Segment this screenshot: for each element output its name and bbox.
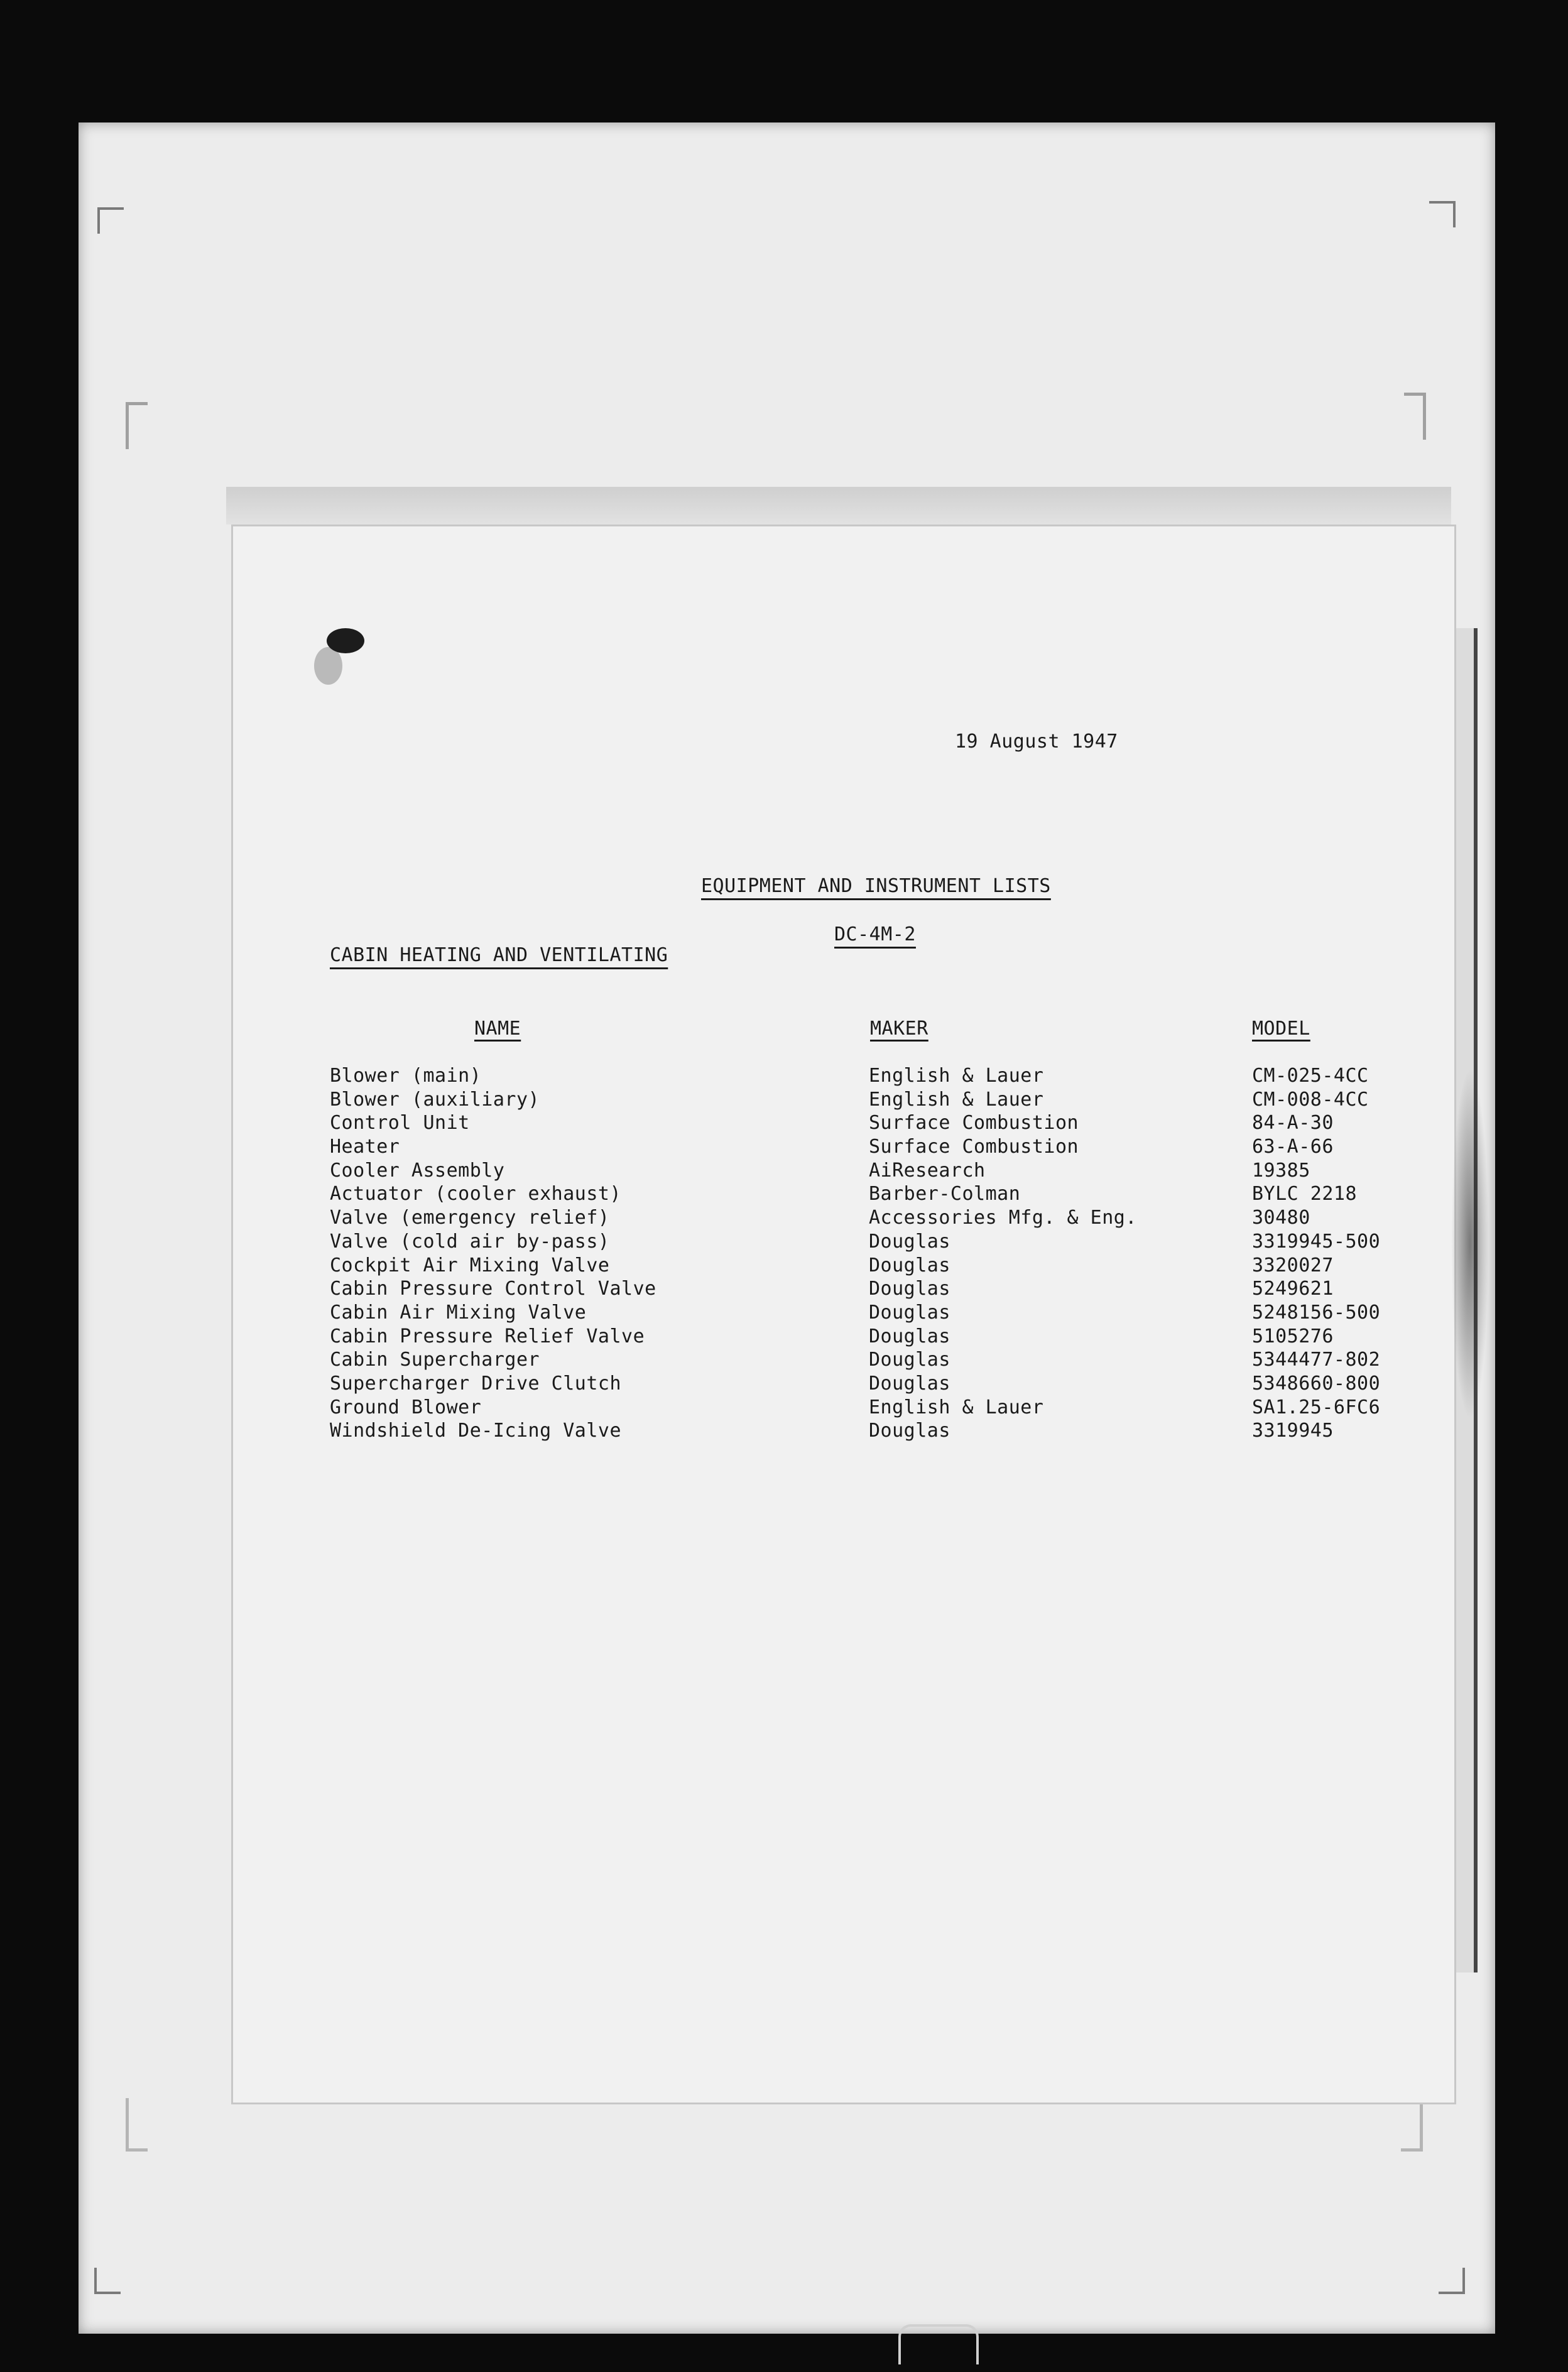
- row-model: 19385: [1252, 1159, 1310, 1182]
- equipment-table: [0, 1065, 1568, 1444]
- row-maker: Douglas: [869, 1420, 950, 1442]
- row-model: 5344477-802: [1252, 1349, 1381, 1371]
- section-heading: CABIN HEATING AND VENTILATING: [330, 944, 668, 966]
- row-model: 84-A-30: [1252, 1112, 1334, 1134]
- frame-mark-right-bottom: [1401, 2101, 1423, 2152]
- row-name: Actuator (cooler exhaust): [330, 1183, 622, 1205]
- column-header-model: MODEL: [1252, 1018, 1310, 1040]
- frame-mark-left-top: [126, 402, 148, 449]
- row-name: Cabin Air Mixing Valve: [330, 1301, 587, 1324]
- document-date: 19 August 1947: [955, 731, 1118, 753]
- row-model: BYLC 2218: [1252, 1183, 1358, 1205]
- frame-mark-right-top: [1404, 393, 1426, 440]
- row-name: Blower (auxiliary): [330, 1088, 540, 1111]
- table-row: [0, 1278, 1568, 1302]
- crop-mark-top-right: [1429, 201, 1456, 227]
- table-row: [0, 1136, 1568, 1160]
- row-model: 63-A-66: [1252, 1136, 1334, 1158]
- row-model: 5249621: [1252, 1278, 1334, 1300]
- row-maker: Douglas: [869, 1278, 950, 1300]
- row-model: 3320027: [1252, 1254, 1334, 1276]
- row-name: Windshield De-Icing Valve: [330, 1420, 622, 1442]
- table-row: [0, 1302, 1568, 1325]
- table-row: [0, 1325, 1568, 1349]
- crop-mark-bottom-right: [1439, 2268, 1465, 2294]
- row-name: Supercharger Drive Clutch: [330, 1372, 622, 1395]
- row-name: Blower (main): [330, 1065, 482, 1087]
- row-name: Cockpit Air Mixing Valve: [330, 1254, 610, 1276]
- table-row: [0, 1065, 1568, 1089]
- row-model: 3319945: [1252, 1420, 1334, 1442]
- row-name: Heater: [330, 1136, 400, 1158]
- row-maker: Douglas: [869, 1254, 950, 1276]
- row-name: Cabin Supercharger: [330, 1349, 540, 1371]
- row-name: Ground Blower: [330, 1396, 482, 1418]
- row-maker: Douglas: [869, 1349, 950, 1371]
- row-model: CM-025-4CC: [1252, 1065, 1369, 1087]
- table-row: [0, 1207, 1568, 1231]
- aircraft-model: DC-4M-2: [834, 923, 916, 945]
- crop-mark-top-left: [97, 207, 124, 234]
- ink-blot-shadow: [314, 647, 342, 685]
- table-row: [0, 1183, 1568, 1207]
- row-maker: English & Lauer: [869, 1396, 1044, 1418]
- table-row: [0, 1231, 1568, 1254]
- row-maker: English & Lauer: [869, 1065, 1044, 1087]
- row-maker: Douglas: [869, 1301, 950, 1324]
- back-sheet-edge: [226, 487, 1451, 525]
- row-name: Valve (emergency relief): [330, 1207, 610, 1229]
- row-model: SA1.25-6FC6: [1252, 1396, 1381, 1418]
- table-row: [0, 1420, 1568, 1444]
- table-row: [0, 1396, 1568, 1420]
- row-maker: Surface Combustion: [869, 1112, 1079, 1134]
- row-model: CM-008-4CC: [1252, 1088, 1369, 1111]
- binder-clip: [898, 2324, 979, 2364]
- document-title: EQUIPMENT AND INSTRUMENT LISTS: [701, 875, 1051, 897]
- row-maker: Douglas: [869, 1230, 950, 1253]
- row-maker: Barber-Colman: [869, 1183, 1021, 1205]
- row-maker: Douglas: [869, 1372, 950, 1395]
- row-name: Control Unit: [330, 1112, 470, 1134]
- table-row: [0, 1349, 1568, 1373]
- row-name: Valve (cold air by-pass): [330, 1230, 610, 1253]
- row-maker: Douglas: [869, 1325, 950, 1347]
- frame-mark-left-bottom: [126, 2098, 148, 2152]
- row-model: 5105276: [1252, 1325, 1334, 1347]
- row-maker: Surface Combustion: [869, 1136, 1079, 1158]
- row-maker: Accessories Mfg. & Eng.: [869, 1207, 1137, 1229]
- row-name: Cooler Assembly: [330, 1159, 505, 1182]
- column-header-name: NAME: [474, 1018, 521, 1040]
- row-maker: English & Lauer: [869, 1088, 1044, 1111]
- table-row: [0, 1089, 1568, 1113]
- table-row: [0, 1373, 1568, 1396]
- row-name: Cabin Pressure Relief Valve: [330, 1325, 645, 1347]
- row-maker: AiResearch: [869, 1159, 986, 1182]
- row-name: Cabin Pressure Control Valve: [330, 1278, 656, 1300]
- row-model: 5348660-800: [1252, 1372, 1381, 1395]
- crop-mark-bottom-left: [94, 2268, 121, 2294]
- row-model: 5248156-500: [1252, 1301, 1381, 1324]
- column-header-maker: MAKER: [870, 1018, 928, 1040]
- ink-blot: [327, 628, 364, 653]
- table-row: [0, 1160, 1568, 1183]
- table-row: [0, 1112, 1568, 1136]
- row-model: 30480: [1252, 1207, 1310, 1229]
- row-model: 3319945-500: [1252, 1230, 1381, 1253]
- table-row: [0, 1254, 1568, 1278]
